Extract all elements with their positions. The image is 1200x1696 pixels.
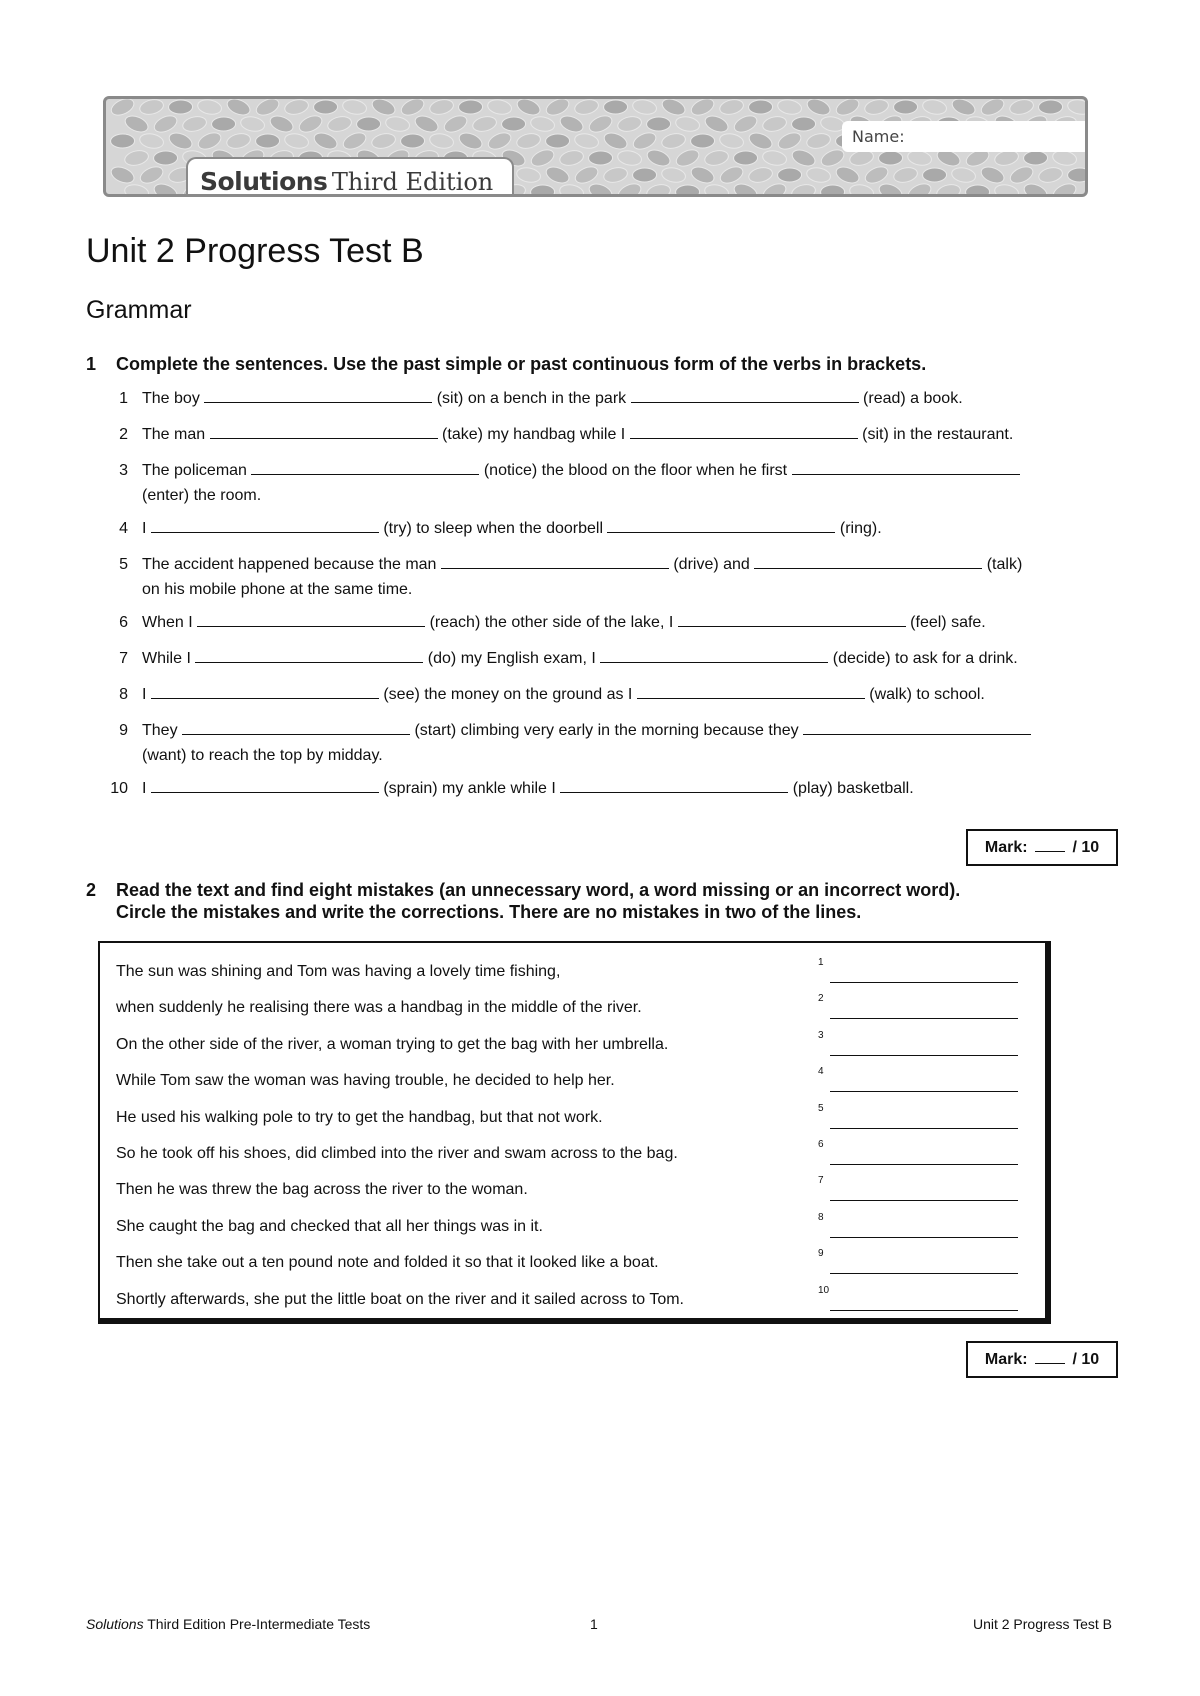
banner-pebble (761, 149, 787, 167)
banner-pebble (545, 134, 569, 148)
banner-pebble (660, 131, 687, 150)
banner-pebble (138, 164, 166, 187)
text-line: He used his walking pole to try to get the handbag, but that not work. (116, 1108, 603, 1126)
banner-pebble (326, 114, 353, 133)
item-text-part: (sprain) my ankle while I (378, 780, 561, 797)
item-text-part: The accident happened because the man (142, 556, 441, 573)
text-line: when suddenly he realising there was a handbag in the middle of the river. (116, 999, 642, 1017)
brand-main-text: Solutions (200, 167, 328, 196)
answer-number: 5 (818, 1102, 824, 1114)
banner-pebble (225, 99, 253, 118)
banner-pebble (878, 151, 902, 165)
banner-pebble (400, 134, 424, 148)
correction-answer[interactable] (818, 993, 1018, 1019)
banner-pebble (732, 113, 760, 136)
banner-pebble (573, 132, 599, 150)
banner-pebble (573, 164, 601, 187)
item-text-part: (start) climbing very early in the morning because they (410, 722, 804, 739)
banner-pebble (689, 99, 717, 118)
footer-page-number: 1 (590, 1616, 598, 1632)
text-line: While Tom saw the woman was having trouble, he decided to help her. (116, 1072, 615, 1090)
mark-label: Mark: (984, 839, 1028, 856)
banner-pebble (1067, 168, 1088, 182)
text-line: On the other side of the river, a woman trying to get the bag with her umbrella. (116, 1035, 669, 1053)
item-text-part: (talk) (982, 556, 1023, 573)
banner-pebble (892, 165, 919, 184)
name-label: Name: (852, 127, 905, 146)
item-text-part: When I (142, 614, 198, 631)
correction-answer[interactable] (818, 1211, 1018, 1238)
item-text-part: (see) the money on the ground as I (378, 686, 637, 703)
banner-pebble (558, 148, 585, 167)
banner-pebble (703, 113, 731, 135)
correction-answer[interactable] (818, 1284, 1018, 1311)
banner-pebble (776, 99, 802, 116)
banner-pebble (486, 130, 514, 153)
banner-pebble (573, 99, 600, 117)
banner-pebble (616, 149, 642, 167)
banner-pebble (123, 148, 150, 167)
answer-blank[interactable] (631, 387, 859, 403)
item-text (142, 682, 1102, 707)
correction-answer[interactable] (818, 957, 1018, 983)
banner-pebble (761, 114, 788, 133)
item-text (142, 516, 1102, 541)
correction-text-box (98, 941, 1051, 1324)
banner-pebble (1066, 99, 1088, 116)
answer-blank[interactable] (754, 553, 982, 569)
item-text-continuation: (enter) the room. (142, 487, 262, 504)
banner-pebble (341, 130, 369, 153)
answer-blank[interactable] (151, 777, 379, 793)
banner-pebble (370, 131, 397, 150)
banner-pebble (603, 100, 627, 114)
banner-pebble (167, 130, 195, 152)
banner-pebble (428, 132, 454, 150)
banner-pebble (675, 185, 699, 197)
banner-pebble (254, 99, 282, 118)
instruction-text: Complete the sentences. Use the past simple or past continuous form of the verbs in brackets. (116, 354, 927, 374)
answer-line[interactable] (830, 1128, 1018, 1129)
instruction-text-line2: Circle the mistakes and write the corrections. There are no mistakes in two of the lines. (116, 902, 862, 922)
item-number: 1 (119, 390, 128, 407)
item-text (142, 776, 1102, 801)
brand-sub-text: Third Edition (331, 168, 494, 196)
banner-pebble (1037, 165, 1064, 184)
banner-pebble (703, 148, 730, 167)
exercise-number: 2 (86, 880, 97, 900)
banner-pebble (777, 168, 801, 182)
banner-pebble (544, 164, 572, 186)
answer-blank[interactable] (441, 553, 669, 569)
item-text-part: I (142, 520, 151, 537)
banner-pebble (893, 100, 917, 114)
banner-pebble (255, 134, 279, 148)
mark-blank[interactable] (1035, 839, 1065, 852)
mark-label: Mark: (984, 1351, 1028, 1368)
answer-number: 3 (818, 1029, 824, 1041)
item-text-part: (sit) in the restaurant. (857, 426, 1014, 443)
item-number: 8 (119, 686, 128, 703)
item-text-part: (sit) on a bench in the park (432, 390, 631, 407)
answer-blank[interactable] (600, 647, 828, 663)
answer-number: 7 (818, 1175, 824, 1187)
correction-answer[interactable] (818, 1066, 1018, 1092)
banner-pebble (950, 166, 976, 184)
banner-pebble (631, 99, 657, 116)
footer-left (86, 1616, 370, 1632)
banner-pebble (501, 117, 525, 131)
banner-pebble (921, 99, 947, 116)
banner-pebble (689, 164, 717, 186)
answer-blank[interactable] (251, 459, 479, 475)
banner-pebble (486, 99, 512, 116)
item-text (142, 422, 1102, 447)
text-line: Then he was threw the bag across the river to the woman. (116, 1181, 528, 1199)
banner-pebble (820, 185, 844, 197)
item-text (142, 552, 1102, 602)
banner-pebble (123, 113, 151, 135)
banner-pebble (616, 181, 644, 197)
banner-pebble (703, 183, 729, 197)
item-text-part: (take) my handbag while I (437, 426, 630, 443)
name-field[interactable] (842, 121, 1088, 152)
banner-pebble (239, 115, 265, 133)
banner-pebble (529, 115, 555, 133)
banner-pebble (863, 164, 891, 187)
banner-pebble (109, 164, 137, 186)
banner-pebble (312, 130, 340, 152)
banner-pebble (965, 185, 989, 197)
answer-blank[interactable] (151, 683, 379, 699)
correction-answer[interactable] (818, 1029, 1018, 1056)
brand-logo (186, 157, 514, 197)
banner-pebble (529, 147, 557, 170)
answer-blank[interactable] (630, 423, 858, 439)
banner-pebble (181, 114, 208, 133)
item-text-part: (feel) safe. (905, 614, 986, 631)
item-text-part: The boy (142, 390, 205, 407)
answer-blank[interactable] (151, 517, 379, 533)
banner-pebble (747, 130, 775, 152)
banner-pebble (588, 151, 612, 165)
text-line: Shortly afterwards, she put the little boat on the river and it sailed across to Tom. (116, 1290, 684, 1308)
item-number: 6 (119, 614, 128, 631)
banner-pebble (922, 168, 946, 182)
correction-answer[interactable] (818, 1139, 1018, 1165)
banner-pebble (168, 100, 192, 114)
item-number: 4 (119, 520, 128, 537)
item-text-part: (read) a book. (858, 390, 963, 407)
item-number: 10 (110, 780, 128, 797)
banner-pebble (747, 165, 774, 184)
banner-pebble (718, 99, 745, 117)
answer-number: 2 (818, 993, 824, 1005)
banner-pebble (979, 164, 1007, 186)
banner-pebble (631, 130, 659, 153)
answer-blank[interactable] (182, 719, 410, 735)
banner-pebble (979, 99, 1007, 118)
banner-pebble (935, 182, 962, 197)
banner-pebble (152, 181, 180, 197)
footer-series: Solutions (86, 1616, 144, 1632)
item-text-part: (walk) to school. (864, 686, 985, 703)
banner-pebble (805, 99, 833, 118)
exercise-2-mark-box (966, 1341, 1118, 1378)
item-text-part: I (142, 780, 151, 797)
item-text-part: (do) my English exam, I (423, 650, 601, 667)
answer-blank[interactable] (204, 387, 432, 403)
item-text-continuation: on his mobile phone at the same time. (142, 581, 413, 598)
banner-pebble (196, 130, 224, 153)
instruction-text-line1: Read the text and find eight mistakes (an unnecessary word, a word missing or an incorrect word). (116, 880, 961, 900)
banner-pebble (645, 147, 673, 169)
banner-pebble (428, 99, 455, 117)
banner-pebble (1038, 100, 1062, 114)
answer-blank[interactable] (195, 647, 423, 663)
item-number: 7 (119, 650, 128, 667)
banner-pebble (341, 99, 367, 116)
banner-pebble (123, 183, 149, 197)
banner-pebble (1008, 99, 1035, 117)
banner-pebble (660, 166, 686, 184)
banner-pebble (153, 151, 177, 165)
answer-blank[interactable] (210, 423, 438, 439)
banner-pebble (602, 165, 629, 184)
answer-number: 4 (818, 1066, 824, 1078)
banner-pebble (748, 100, 772, 114)
banner-pebble (1051, 181, 1079, 197)
banner-pebble (718, 164, 746, 187)
banner-pebble (646, 117, 670, 131)
banner-pebble (587, 113, 615, 136)
banner-pebble (196, 99, 222, 116)
banner-pebble (297, 113, 325, 136)
answer-number: 9 (818, 1248, 824, 1260)
correction-answer[interactable] (818, 1175, 1018, 1201)
item-text-part: (reach) the other side of the lake, I (425, 614, 678, 631)
banner-pebble (690, 134, 714, 148)
banner-pebble (645, 182, 672, 197)
banner-pebble (790, 147, 818, 169)
banner-pebble (370, 99, 398, 118)
banner-pebble (558, 113, 586, 135)
banner-pebble (457, 130, 485, 152)
answer-line[interactable] (830, 1237, 1018, 1238)
item-number: 5 (119, 556, 128, 573)
banner-pebble (906, 181, 934, 197)
page-title: Unit 2 Progress Test B (86, 232, 424, 270)
banner-pebble (819, 147, 847, 170)
banner-pebble (1023, 151, 1047, 165)
answer-line[interactable] (830, 1018, 1018, 1019)
banner-pebble (993, 183, 1019, 197)
banner-pebble (790, 182, 817, 197)
banner-pebble (587, 181, 615, 197)
banner-pebble (471, 114, 498, 133)
banner-pebble (834, 99, 862, 118)
answer-line[interactable] (830, 1091, 1018, 1092)
mark-blank[interactable] (1035, 1351, 1065, 1364)
banner-pebble (109, 99, 137, 118)
banner-pebble (805, 131, 832, 150)
answer-number: 1 (818, 957, 824, 968)
banner-pebble (805, 166, 831, 184)
banner-pebble (1008, 164, 1036, 187)
item-text-part: (try) to sleep when the doorbell (378, 520, 608, 537)
banner-pebble (225, 131, 252, 150)
item-text-part: (notice) the blood on the floor when he first (479, 462, 792, 479)
answer-number: 10 (818, 1284, 830, 1296)
item-text-part: They (142, 722, 183, 739)
item-text-part: While I (142, 650, 196, 667)
banner-pebble (761, 181, 789, 197)
answer-blank[interactable] (792, 459, 1020, 475)
item-text (142, 610, 1102, 635)
answer-line[interactable] (830, 1055, 1018, 1056)
banner-pebble (674, 115, 700, 133)
text-line: So he took off his shoes, did climbed into the river and swam across to the bag. (116, 1145, 678, 1162)
banner-pebble (834, 164, 862, 186)
banner-pebble (674, 147, 702, 170)
answer-line[interactable] (830, 1164, 1018, 1165)
text-line: She caught the bag and checked that all her things was in it. (116, 1217, 543, 1235)
banner-pebble (877, 181, 905, 197)
item-text (142, 718, 1102, 768)
item-number: 3 (119, 462, 128, 479)
banner-pebble (211, 117, 235, 131)
banner-pebble (138, 132, 164, 150)
correction-answer[interactable] (818, 1248, 1018, 1274)
banner-pebble (399, 99, 427, 118)
answer-blank[interactable] (607, 517, 835, 533)
text-line: The sun was shining and Tom was having a lovely time fishing, (116, 963, 561, 980)
item-text (142, 386, 1102, 411)
answer-number: 8 (818, 1211, 824, 1223)
banner-pebble (733, 151, 757, 165)
banner-pebble (776, 130, 804, 153)
footer-right: Unit 2 Progress Test B (972, 1616, 1112, 1632)
banner-pebble (283, 99, 310, 117)
item-text-part: (drive) and (668, 556, 755, 573)
banner-pebble (863, 99, 890, 117)
answer-number: 6 (818, 1139, 824, 1150)
banner-pebble (732, 181, 760, 197)
banner-pebble (313, 100, 337, 114)
answer-blank[interactable] (197, 611, 425, 627)
banner-pebble (530, 185, 554, 197)
banner-pebble (558, 183, 584, 197)
item-text-part: (play) basketball. (788, 780, 914, 797)
banner-pebble (616, 114, 643, 133)
item-text-part: I (142, 686, 151, 703)
banner-pebble (442, 113, 470, 136)
item-number: 2 (119, 426, 128, 443)
banner-pebble (660, 99, 688, 118)
banner-pebble (1022, 181, 1050, 197)
banner-pebble (602, 130, 630, 152)
banner-pebble (515, 99, 543, 118)
answer-blank[interactable] (560, 777, 788, 793)
banner-pebble (515, 131, 542, 150)
answer-line[interactable] (830, 1273, 1018, 1274)
banner-pebble (848, 183, 874, 197)
banner-pebble (152, 113, 180, 136)
banner-pebble (283, 132, 309, 150)
exercise-1-mark-box (966, 829, 1118, 866)
header-banner (103, 96, 1088, 197)
item-text-part: (ring). (835, 520, 882, 537)
footer-book: Third Edition Pre-Intermediate Tests (143, 1616, 371, 1632)
answer-line[interactable] (830, 1200, 1018, 1201)
banner-pebble (413, 113, 441, 135)
item-text-part: The man (142, 426, 210, 443)
banner-pebble (632, 168, 656, 182)
banner-pebble (268, 113, 296, 135)
item-text (142, 646, 1102, 671)
item-text (142, 458, 1102, 508)
mark-total: / 10 (1072, 839, 1100, 856)
banner-pebble (458, 100, 482, 114)
mark-total: / 10 (1072, 1351, 1100, 1368)
banner-pebble (110, 134, 134, 148)
banner-pebble (950, 99, 978, 118)
banner-pebble (718, 132, 744, 150)
item-text-continuation: (want) to reach the top by midday. (142, 747, 383, 764)
section-title: Grammar (86, 296, 192, 324)
banner-pebble (356, 117, 380, 131)
exercise-number: 1 (86, 354, 97, 374)
answer-line[interactable] (830, 1310, 1018, 1311)
banner-pebble (544, 99, 572, 118)
banner-pebble (515, 166, 541, 184)
item-text-part: (decide) to ask for a drink. (828, 650, 1018, 667)
answer-blank[interactable] (678, 611, 906, 627)
banner-pebble (384, 115, 410, 133)
correction-answer[interactable] (818, 1102, 1018, 1129)
text-line: Then she take out a ten pound note and folded it so that it looked like a boat. (116, 1254, 659, 1272)
item-text-part: The policeman (142, 462, 252, 479)
answer-line[interactable] (830, 982, 1018, 983)
item-number: 9 (119, 722, 128, 739)
answer-blank[interactable] (637, 683, 865, 699)
answer-blank[interactable] (803, 719, 1031, 735)
banner-pebble (791, 117, 815, 131)
banner-pebble (138, 99, 165, 117)
